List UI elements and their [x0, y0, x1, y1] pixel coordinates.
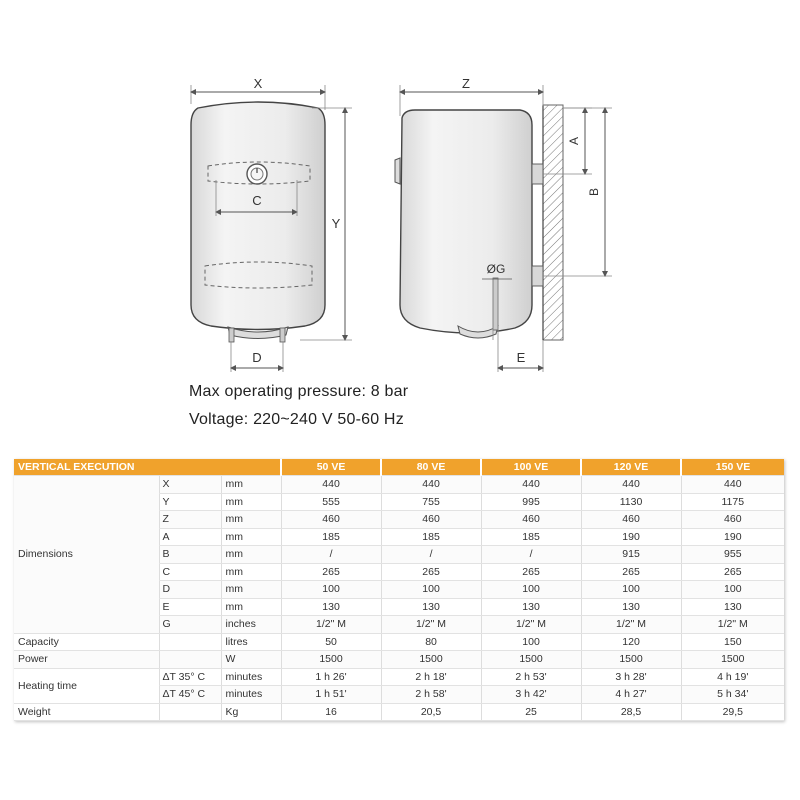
table-header-row: [14, 459, 784, 476]
table-cell: 100: [381, 581, 481, 599]
row-symbol: [159, 651, 221, 669]
dim-label-b: B: [587, 187, 601, 197]
table-cell: 150: [681, 633, 784, 651]
table-cell: 440: [681, 476, 784, 494]
spec-table: [14, 459, 784, 721]
row-unit: minutes: [221, 686, 281, 704]
table-cell: 130: [681, 598, 784, 616]
table-cell: 100: [681, 581, 784, 599]
dim-label-e: E: [516, 350, 526, 365]
table-cell: 2 h 58': [381, 686, 481, 704]
table-cell: 1/2" M: [481, 616, 581, 634]
table-cell: 1175: [681, 493, 784, 511]
table-cell: 130: [381, 598, 481, 616]
table-cell: 185: [481, 528, 581, 546]
table-cell: 460: [281, 511, 381, 529]
table-cell: 50: [281, 633, 381, 651]
table-cell: 1 h 26': [281, 668, 381, 686]
table-cell: 1500: [381, 651, 481, 669]
table-cell: 4 h 27': [581, 686, 681, 704]
table-cell: 1/2" M: [381, 616, 481, 634]
row-symbol: A: [159, 528, 221, 546]
table-cell: 185: [281, 528, 381, 546]
table-cell: 29,5: [681, 703, 784, 721]
dim-label-c: C: [252, 193, 262, 208]
row-symbol: C: [159, 563, 221, 581]
table-cell: 460: [381, 511, 481, 529]
table-cell: 4 h 19': [681, 668, 784, 686]
row-unit: mm: [221, 511, 281, 529]
row-param-label: Capacity: [14, 633, 159, 651]
table-cell: 265: [281, 563, 381, 581]
table-cell: 460: [681, 511, 784, 529]
table-cell: 915: [581, 546, 681, 564]
table-cell: 1500: [481, 651, 581, 669]
table-cell: 1500: [681, 651, 784, 669]
table-cell: 130: [481, 598, 581, 616]
row-symbol: D: [159, 581, 221, 599]
dim-label-y: Y: [331, 216, 341, 231]
row-unit: W: [221, 651, 281, 669]
table-cell: /: [381, 546, 481, 564]
table-cell: 25: [481, 703, 581, 721]
table-cell: 3 h 28': [581, 668, 681, 686]
table-row: [14, 476, 784, 494]
table-cell: 265: [681, 563, 784, 581]
model-header: 80 VE: [381, 459, 481, 476]
row-unit: Kg: [221, 703, 281, 721]
table-cell: 265: [381, 563, 481, 581]
table-cell: 100: [481, 633, 581, 651]
row-unit: mm: [221, 598, 281, 616]
table-cell: 130: [281, 598, 381, 616]
table-cell: 1/2" M: [581, 616, 681, 634]
group-label-heating-time: Heating time: [14, 668, 159, 703]
max-pressure-text: Max operating pressure: 8 bar: [189, 383, 409, 400]
table-cell: 755: [381, 493, 481, 511]
table-cell: 3 h 42': [481, 686, 581, 704]
table-cell: 440: [281, 476, 381, 494]
table-cell: 190: [681, 528, 784, 546]
row-symbol: ΔT 35° C: [159, 668, 221, 686]
table-cell: 440: [481, 476, 581, 494]
row-symbol: Z: [159, 511, 221, 529]
dim-label-a: A: [567, 136, 581, 146]
table-cell: 190: [581, 528, 681, 546]
row-symbol: [159, 703, 221, 721]
model-header: 50 VE: [281, 459, 381, 476]
group-label-dimensions: Dimensions: [14, 476, 159, 634]
row-symbol: X: [159, 476, 221, 494]
row-symbol: ΔT 45° C: [159, 686, 221, 704]
table-cell: 80: [381, 633, 481, 651]
table-cell: 28,5: [581, 703, 681, 721]
table-cell: 460: [481, 511, 581, 529]
dimension-diagram: [0, 0, 800, 380]
model-header: 120 VE: [581, 459, 681, 476]
table-cell: 955: [681, 546, 784, 564]
row-unit: mm: [221, 528, 281, 546]
table-cell: 995: [481, 493, 581, 511]
table-cell: 440: [381, 476, 481, 494]
dim-label-d: D: [252, 350, 262, 365]
table-cell: 130: [581, 598, 681, 616]
table-cell: 1130: [581, 493, 681, 511]
table-cell: 2 h 18': [381, 668, 481, 686]
row-unit: inches: [221, 616, 281, 634]
row-unit: minutes: [221, 668, 281, 686]
voltage-text: Voltage: 220~240 V 50-60 Hz: [189, 411, 404, 428]
table-cell: 100: [281, 581, 381, 599]
table-cell: 265: [581, 563, 681, 581]
model-header: 150 VE: [681, 459, 784, 476]
table-cell: 265: [481, 563, 581, 581]
header-vertical-execution: VERTICAL EXECUTION: [14, 459, 281, 476]
table-cell: 440: [581, 476, 681, 494]
row-unit: mm: [221, 546, 281, 564]
dim-label-x: X: [253, 76, 263, 91]
table-cell: 16: [281, 703, 381, 721]
table-cell: 460: [581, 511, 681, 529]
row-unit: mm: [221, 476, 281, 494]
row-unit: mm: [221, 581, 281, 599]
side-view: [395, 76, 612, 372]
row-symbol: [159, 633, 221, 651]
row-param-label: Weight: [14, 703, 159, 721]
row-unit: mm: [221, 563, 281, 581]
row-symbol: G: [159, 616, 221, 634]
table-cell: 1/2" M: [681, 616, 784, 634]
table-cell: 1500: [581, 651, 681, 669]
table-cell: 1 h 51': [281, 686, 381, 704]
table-cell: /: [281, 546, 381, 564]
row-symbol: E: [159, 598, 221, 616]
table-cell: 5 h 34': [681, 686, 784, 704]
row-symbol: B: [159, 546, 221, 564]
table-cell: 100: [481, 581, 581, 599]
row-symbol: Y: [159, 493, 221, 511]
dim-label-z: Z: [462, 76, 470, 91]
front-view: [191, 76, 352, 372]
table-cell: 1500: [281, 651, 381, 669]
row-unit: litres: [221, 633, 281, 651]
table-cell: 555: [281, 493, 381, 511]
table-cell: 20,5: [381, 703, 481, 721]
table-row: [14, 703, 784, 721]
table-cell: 2 h 53': [481, 668, 581, 686]
table-cell: /: [481, 546, 581, 564]
row-unit: mm: [221, 493, 281, 511]
table-cell: 185: [381, 528, 481, 546]
dim-label-g: ØG: [486, 262, 506, 276]
table-cell: 100: [581, 581, 681, 599]
model-header: 100 VE: [481, 459, 581, 476]
row-param-label: Power: [14, 651, 159, 669]
table-cell: 1/2" M: [281, 616, 381, 634]
table-row: [14, 651, 784, 669]
table-cell: 120: [581, 633, 681, 651]
table-row: [14, 668, 784, 686]
table-row: [14, 633, 784, 651]
